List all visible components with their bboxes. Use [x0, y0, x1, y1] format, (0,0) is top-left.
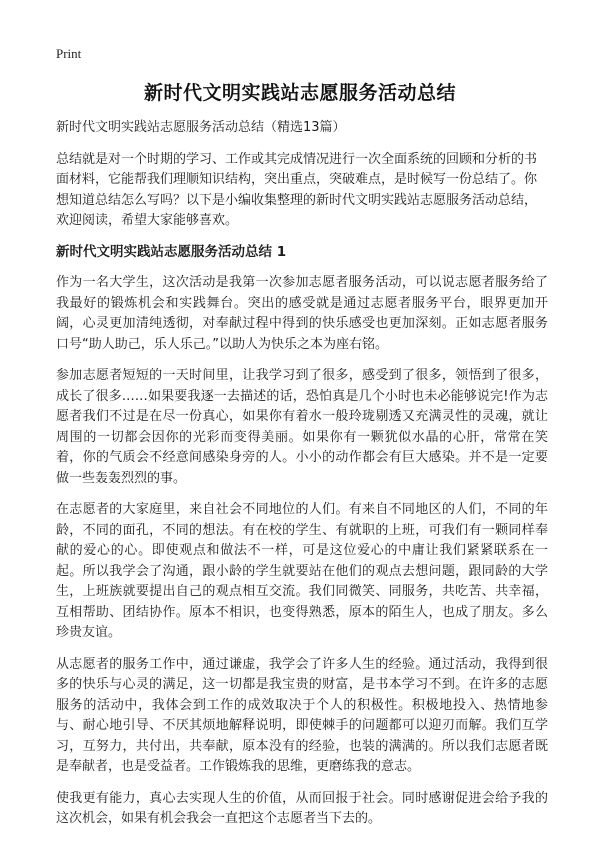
- section-heading: 新时代文明实践站志愿服务活动总结 1: [56, 243, 287, 260]
- body-paragraph-5: 使我更有能力，真心去实现人生的价值，从而回报于社会。同时感谢促进会给予我的这次机会，如果有机会我会一直把这个志愿者当下去的。: [56, 790, 548, 826]
- print-label[interactable]: Print: [56, 46, 82, 61]
- document-subtitle: 新时代文明实践站志愿服务活动总结（精选13篇）: [56, 120, 346, 135]
- document-title: 新时代文明实践站志愿服务活动总结: [143, 82, 456, 104]
- body-paragraph-1: 作为一名大学生，这次活动是我第一次参加志愿者服务活动，可以说志愿者服务给了我最好的锻炼机会和实践舞台。突出的感受就是通过志愿者服务平台，眼界更加开阔，心灵更加清纯透彻，对奉献过程中得到的快乐感受也更加深刻。正如志愿者服务口号“助人助己，乐人乐己。”以助人为快乐之本为座右铭。: [56, 275, 548, 352]
- body-paragraph-2: 参加志愿者短短的一天时间里，让我学习到了很多，感受到了很多，领悟到了很多，成长了很多……如果要我逐一去描述的话，恐怕真是几个小时也未必能够说完!作为志愿者我们不过是在尽一份真心，如果你有着水一般玲珑剔透又充满灵性的灵魂，就让周围的一切都会因你的光彩而变得美丽。如果你有一颗犹似水晶的心肝，常常在笑着，你的气质会不经意间感染身旁的人。小小的动作都会有巨大感染。并不是一定要做一些轰轰烈烈的事。: [56, 368, 548, 486]
- document-body: [56, 118, 548, 841]
- intro-paragraph: 总结就是对一个时期的学习、工作或其完成情况进行一次全面系统的回顾和分析的书面材料，它能帮我们理顺知识结构，突出重点，突破难点，是时候写一份总结了。你想知道总结怎么写吗？以下是小编收集整理的新时代文明实践站志愿服务活动总结，欢迎阅读，希望大家能够喜欢。: [56, 151, 538, 228]
- body-paragraph-3: 在志愿者的大家庭里，来自社会不同地位的人们。有来自不同地区的人们，不同的年龄，不同的面孔，不同的想法。有在校的学生、有就职的上班，可我们有一颗同样奉献的爱心的心。即使观点和做法不一样，可是这位爱心的中庸让我们紧紧联系在一起。所以我学会了沟通，跟小龄的学生就要站在他们的观点去想问题，跟同龄的大学生，上班族就要提出自己的观点相互交流。我们同微笑、同服务，共吃苦、共幸福，互相帮助、团结协作。原本不相识，也变得熟悉，原本的陌生人，也成了朋友。多么珍贵友谊。: [56, 502, 548, 640]
- body-paragraph-4: 从志愿者的服务工作中，通过谦虚，我学会了许多人生的经验。通过活动，我得到很多的快乐与心灵的满足，这一切都是我宝贵的财富，是书本学习不到。在许多的志愿服务的活动中，我体会到工作的成效取决于个人的积极性。积极地投入、热情地参与、耐心地引导、不厌其烦地解释说明，即使棘手的问题都可以迎刃而解。我们互学习，互努力，共付出，共奉献，原本没有的经验，也装的满满的。所以我们志愿者既是奉献者，也是受益者。工作锻炼我的思维，更磨练我的意志。: [56, 656, 548, 774]
